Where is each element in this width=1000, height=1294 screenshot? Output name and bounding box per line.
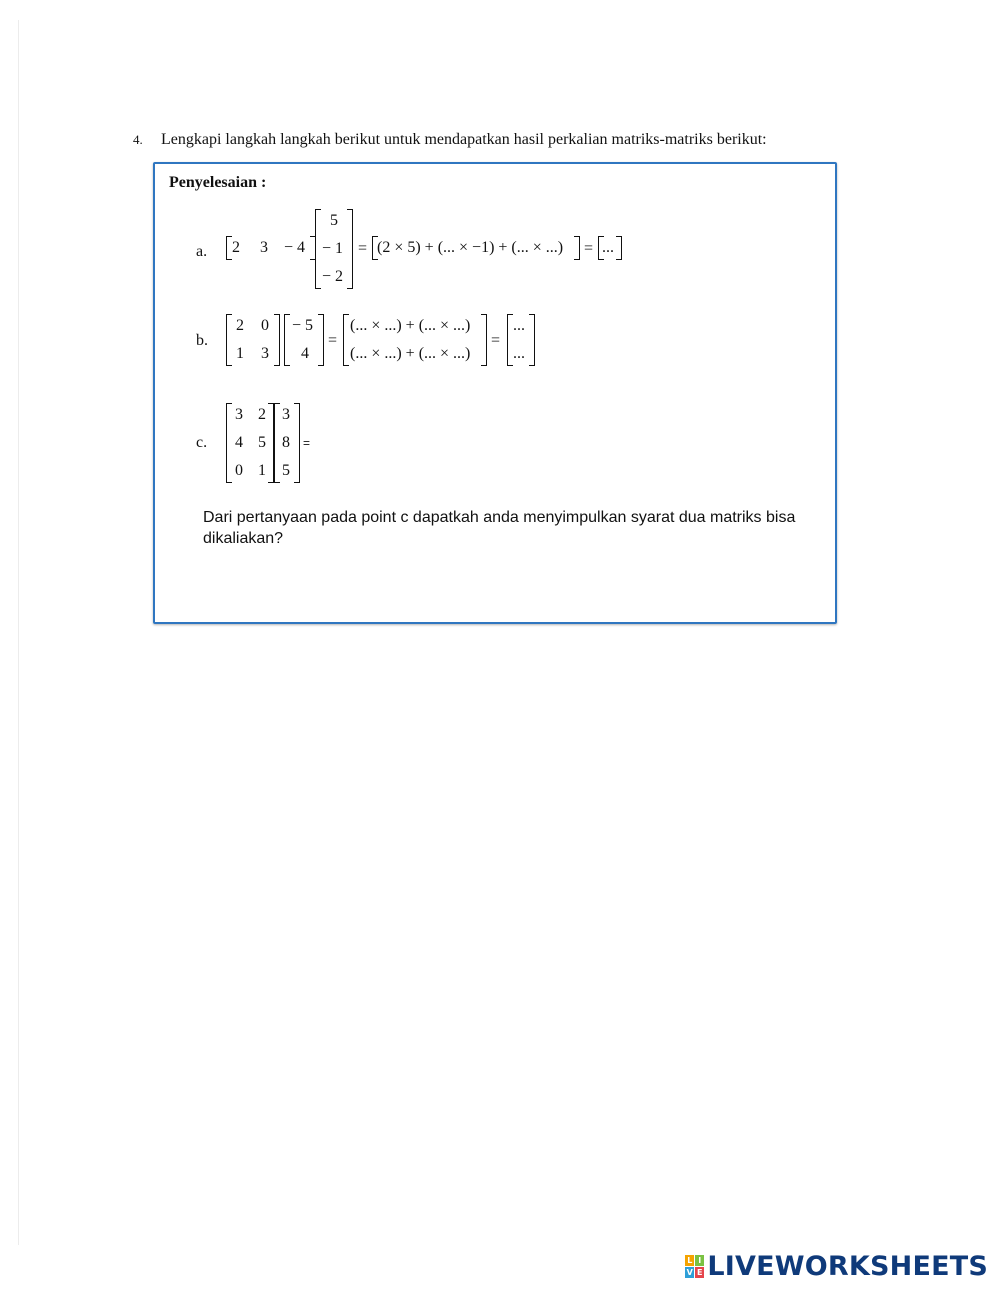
- matrix-cell: 0: [261, 317, 269, 334]
- solution-box: [153, 162, 837, 624]
- vector-cell: 5: [282, 462, 290, 479]
- vector-cell: − 5: [292, 317, 314, 334]
- expression-text: (... × ...) + (... × ...): [350, 345, 471, 362]
- result-blank[interactable]: ...: [513, 345, 525, 362]
- followup-question: Dari pertanyaan pada point c dapatkah anda menyimpulkan syarat dua matriks bisa dikaliakan?: [203, 509, 796, 547]
- result-blank[interactable]: ...: [513, 317, 525, 334]
- result-blank[interactable]: ...: [602, 239, 614, 256]
- question-text: Lengkapi langkah langkah berikut untuk mendapatkan hasil perkalian matriks-matriks berikut:: [161, 131, 767, 148]
- vector-cell: 4: [301, 345, 309, 362]
- matrix-cell: 2: [258, 406, 266, 423]
- matrix-3x2: [226, 403, 274, 483]
- matrix-cell: 3: [261, 345, 269, 362]
- equals-sign: =: [584, 240, 594, 257]
- liveworksheets-brand: [685, 1251, 988, 1282]
- equals-sign: =: [358, 240, 368, 257]
- vector-3x1: [274, 403, 300, 483]
- logo-tile: L: [687, 1256, 693, 1265]
- expression-bracket: [343, 314, 487, 366]
- expression-bracket: [372, 236, 580, 260]
- equals-sign: =: [491, 332, 501, 349]
- row-vector: [226, 236, 316, 260]
- row-vector-cell: − 4: [284, 239, 306, 256]
- expression-text: (2 × 5) + (... × −1) + (... × ...): [377, 239, 564, 256]
- logo-tile: E: [697, 1268, 703, 1277]
- result-bracket: [598, 236, 622, 260]
- matrix-cell: 3: [235, 406, 243, 423]
- logo-tile: I: [695, 1255, 704, 1266]
- page-edge: [18, 20, 19, 1245]
- item-a-label: a.: [196, 243, 208, 260]
- solution-title: Penyelesaian :: [169, 174, 267, 191]
- vector-cell: 3: [282, 406, 290, 423]
- item-c-label: c.: [196, 434, 208, 451]
- logo-tile: V: [686, 1268, 694, 1277]
- matrix-cell: 0: [235, 462, 243, 479]
- brand-text: LIVEWORKSHEETS: [707, 1251, 988, 1282]
- equals-sign: =: [303, 436, 311, 450]
- matrix-cell: 1: [236, 345, 244, 362]
- question-number: 4.: [133, 132, 143, 147]
- column-vector-cell: − 1: [322, 240, 344, 257]
- row-vector-cell: 2: [232, 239, 240, 256]
- equals-sign: =: [328, 332, 338, 349]
- column-vector: [315, 209, 353, 289]
- matrix-cell: 5: [258, 434, 266, 451]
- question: [133, 131, 767, 149]
- vector-2x1: [284, 314, 324, 366]
- vector-cell: 8: [282, 434, 290, 451]
- matrix-cell: 1: [258, 462, 266, 479]
- expression-text: (... × ...) + (... × ...): [350, 317, 471, 334]
- item-b-label: b.: [196, 332, 208, 349]
- result-bracket: [507, 314, 535, 366]
- column-vector-cell: 5: [330, 212, 338, 229]
- row-vector-cell: 3: [260, 239, 268, 256]
- liveworksheets-logo-icon: [685, 1255, 704, 1278]
- column-vector-cell: − 2: [322, 268, 344, 285]
- matrix-cell: 2: [236, 317, 244, 334]
- matrix-2x2: [226, 314, 280, 366]
- matrix-cell: 4: [235, 434, 243, 451]
